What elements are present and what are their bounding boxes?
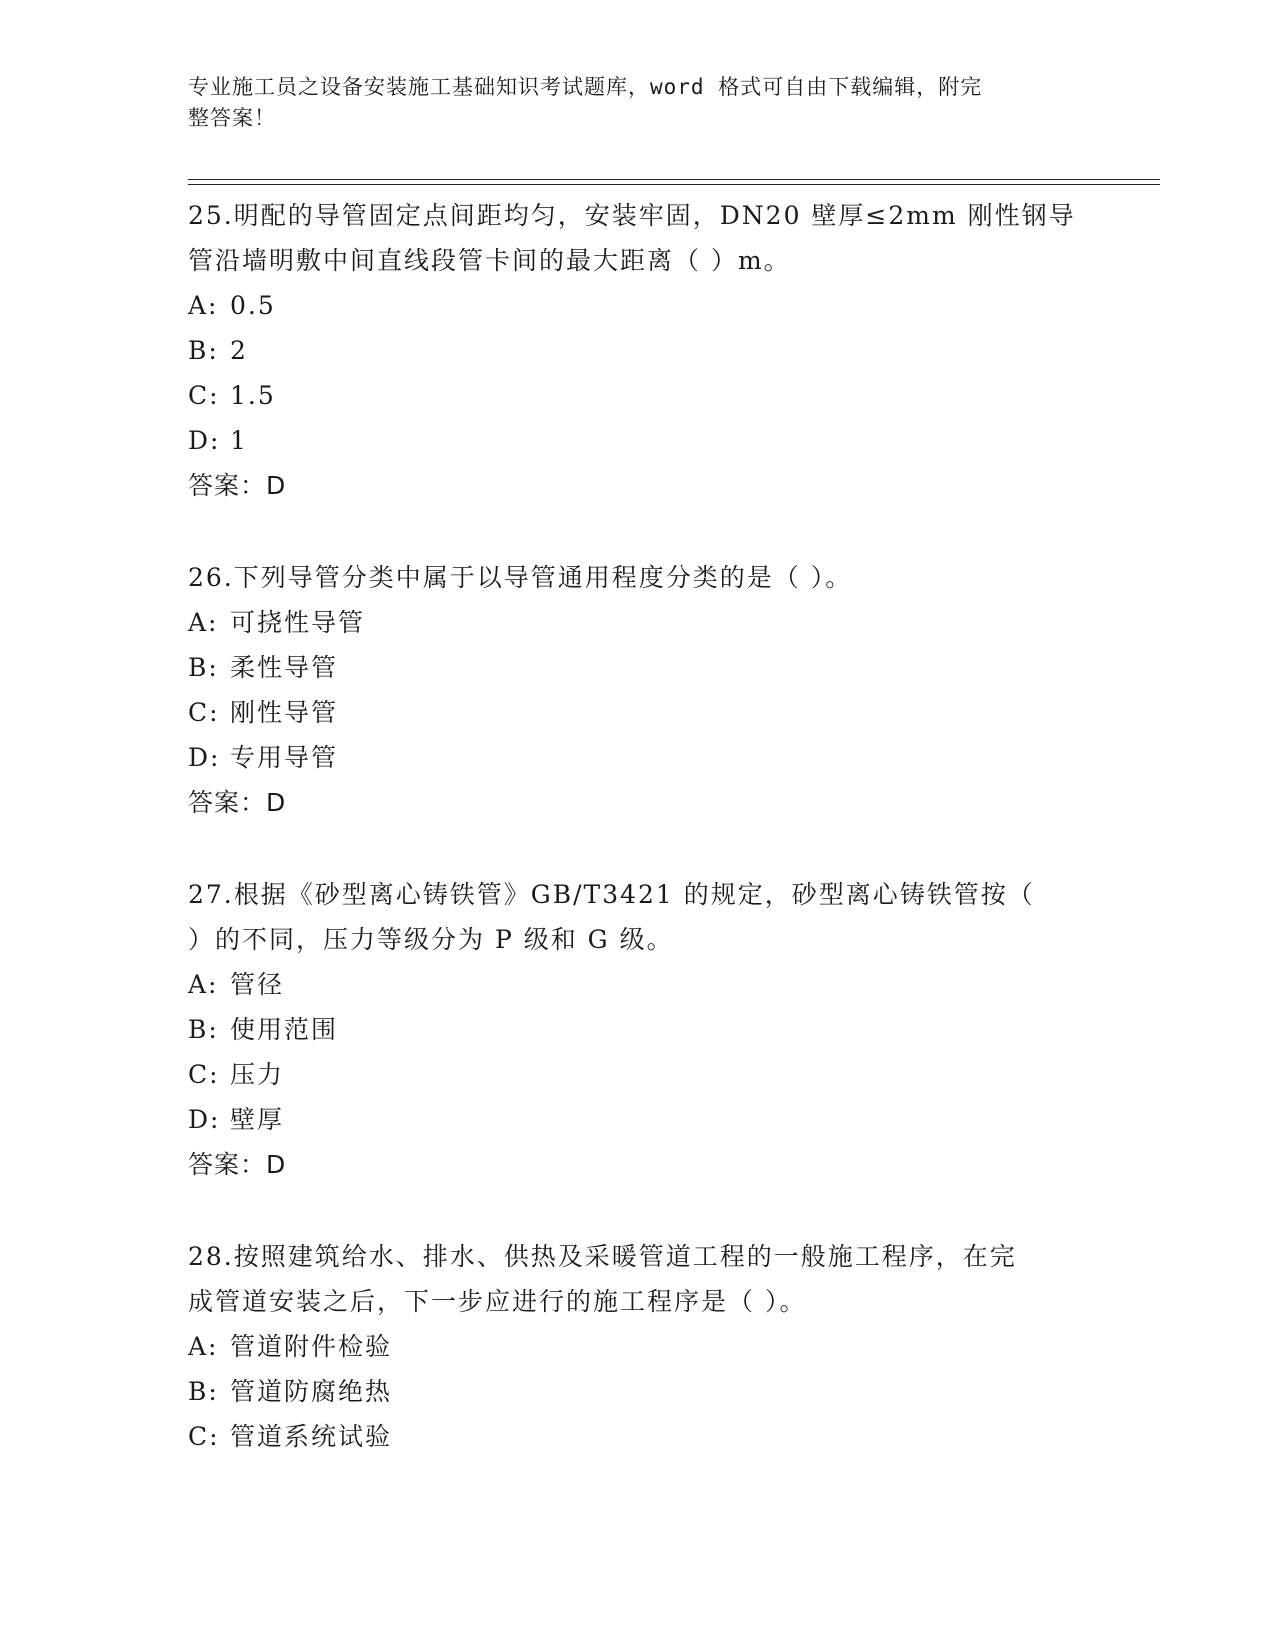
header-divider-top [188,179,1160,180]
answer-option [188,962,1088,1007]
option-text: 2 [230,336,248,365]
answer-option [188,735,1088,780]
option-text: 刚性导管 [230,698,339,727]
option-text: 使用范围 [230,1015,339,1044]
answer-option [188,600,1088,645]
question-stem-line: 管沿墙明敷中间直线段管卡间的最大距离（ ）m。 [188,246,791,275]
answer-key: 答案：D [188,471,287,500]
answer-option [188,1324,1088,1369]
option-text: 柔性导管 [230,653,339,682]
question-block [188,555,1088,825]
answer-option [188,328,1088,373]
option-text: 0.5 [230,291,276,320]
option-letter: A: [188,1332,219,1361]
option-text: 管道防腐绝热 [230,1377,393,1406]
question-block [188,193,1088,508]
option-text: 管道系统试验 [230,1422,393,1451]
question-stem [188,193,1088,283]
answer-option [188,1097,1088,1142]
question-stem-line: 28.按照建筑给水、排水、供热及采暖管道工程的一般施工程序，在完 [188,1242,1017,1271]
option-letter: A: [188,608,219,637]
answer-option [188,418,1088,463]
question-list [188,188,1088,1506]
option-letter: C: [188,1422,220,1451]
option-text: 1.5 [230,381,276,410]
option-letter: C: [188,381,220,410]
option-text: 壁厚 [230,1105,285,1134]
question-block [188,1234,1088,1459]
option-text: 管径 [230,970,285,999]
answer-option [188,690,1088,735]
option-letter: D: [188,1105,221,1134]
option-letter: B: [188,653,219,682]
option-letter: D: [188,743,221,772]
option-letter: A: [188,291,219,320]
question-stem [188,555,1088,600]
answer-key: 答案：D [188,1150,287,1179]
answer-option [188,283,1088,328]
header-divider-bottom [188,184,1160,185]
option-text: 专用导管 [230,743,339,772]
question-stem-line: 27.根据《砂型离心铸铁管》GB/T3421 的规定，砂型离心铸铁管按（ [188,880,1035,909]
option-letter: C: [188,1060,220,1089]
option-letter: B: [188,336,219,365]
option-letter: C: [188,698,220,727]
document-header [188,72,1068,134]
answer-key: 答案：D [188,788,287,817]
option-text: 可挠性导管 [230,608,366,637]
option-text: 管道附件检验 [230,1332,393,1361]
header-line-2: 整答案！ [188,106,276,130]
answer-option [188,1007,1088,1052]
question-stem-line: ）的不同，压力等级分为 P 级和 G 级。 [188,925,674,954]
header-line-1: 专业施工员之设备安装施工基础知识考试题库，word 格式可自由下载编辑，附完 [188,75,983,99]
question-stem [188,872,1088,962]
question-stem-line: 26.下列导管分类中属于以导管通用程度分类的是（ ）。 [188,563,853,592]
option-letter: B: [188,1377,219,1406]
option-letter: D: [188,426,221,455]
answer-option [188,373,1088,418]
option-text: 1 [230,426,248,455]
question-block [188,872,1088,1187]
option-text: 压力 [230,1060,285,1089]
answer-option [188,645,1088,690]
question-stem [188,1234,1088,1324]
answer-option [188,1052,1088,1097]
option-letter: B: [188,1015,219,1044]
question-stem-line: 成管道安装之后，下一步应进行的施工程序是（ ）。 [188,1287,807,1316]
question-stem-line: 25.明配的导管固定点间距均匀，安装牢固，DN20 壁厚≤2mm 刚性钢导 [188,201,1076,230]
answer-option [188,1369,1088,1414]
option-letter: A: [188,970,219,999]
answer-option [188,1414,1088,1459]
